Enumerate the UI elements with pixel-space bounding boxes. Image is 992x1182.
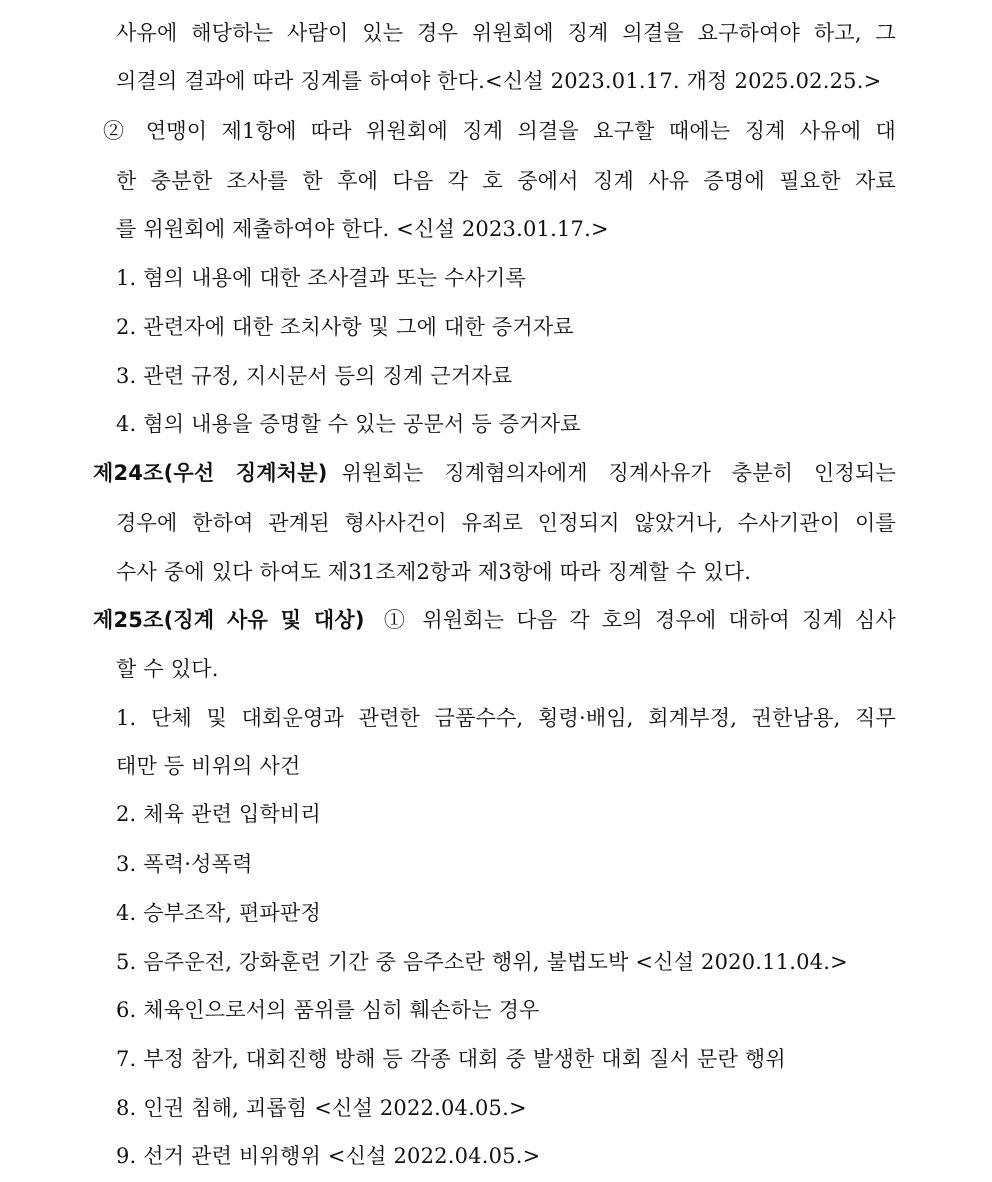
list-item: 3. 폭력·성폭력 [116, 852, 253, 876]
article-24-heading: 제24조(우선 징계처분) [93, 461, 328, 485]
list-item: 8. 인권 침해, 괴롭힘 <신설 2022.04.05.> [116, 1096, 527, 1120]
list-item: 9. 선거 관련 비위행위 <신설 2022.04.05.> [116, 1144, 541, 1168]
list-item: 6. 체육인으로서의 품위를 심히 훼손하는 경우 [116, 998, 540, 1022]
article-25-heading: 제25조(징계 사유 및 대상) [93, 608, 365, 632]
article-24-text: 위원회는 징계혐의자에게 징계사유가 충분히 인정되는 [341, 461, 896, 485]
list-item: 2. 관련자에 대한 조치사항 및 그에 대한 증거자료 [116, 315, 574, 339]
list-item: 7. 부정 참가, 대회진행 방해 등 각종 대회 중 발생한 대회 질서 문란 행위 [116, 1047, 786, 1071]
paragraph-line: 경우에 한하여 관계된 형사사건이 유죄로 인정되지 않았거나, 수사기관이 이를 [116, 511, 896, 535]
paragraph-line: 할 수 있다. [116, 657, 219, 681]
list-item: 3. 관련 규정, 지시문서 등의 징계 근거자료 [116, 364, 513, 388]
paragraph-line: 사유에 해당하는 사람이 있는 경우 위원회에 징계 의결을 요구하여야 하고, 그 [116, 21, 896, 45]
list-item: 4. 승부조작, 편파판정 [116, 901, 321, 925]
paragraph-line: ② 연맹이 제1항에 따라 위원회에 징계 의결을 요구할 때에는 징계 사유에 대 [103, 119, 896, 143]
list-item-continuation: 태만 등 비위의 사건 [116, 754, 301, 778]
list-item: 5. 음주운전, 강화훈련 기간 중 음주소란 행위, 불법도박 <신설 2020.11.04.> [116, 950, 848, 974]
list-item: 2. 체육 관련 입학비리 [116, 802, 321, 826]
paragraph-line: 의결의 결과에 따라 징계를 하여야 한다.<신설 2023.01.17. 개정 2025.02.25.> [116, 69, 882, 93]
article-25-first-line [93, 605, 896, 635]
paragraph-line: 한 충분한 조사를 한 후에 다음 각 호 중에서 징계 사유 증명에 필요한 자료 [116, 169, 896, 193]
paragraph-line: 를 위원회에 제출하여야 한다. <신설 2023.01.17.> [116, 217, 609, 241]
list-item: 1. 혐의 내용에 대한 조사결과 또는 수사기록 [116, 266, 526, 290]
list-item: 1. 단체 및 대회운영과 관련한 금품수수, 횡령·배임, 회계부정, 권한남용, 직무 [116, 706, 896, 730]
article-24-first-line [93, 458, 896, 488]
article-25-text: ① 위원회는 다음 각 호의 경우에 대하여 징계 심사 [378, 608, 896, 632]
list-item: 4. 혐의 내용을 증명할 수 있는 공문서 등 증거자료 [116, 412, 581, 436]
paragraph-line: 수사 중에 있다 하여도 제31조제2항과 제3항에 따라 징계할 수 있다. [116, 560, 752, 584]
